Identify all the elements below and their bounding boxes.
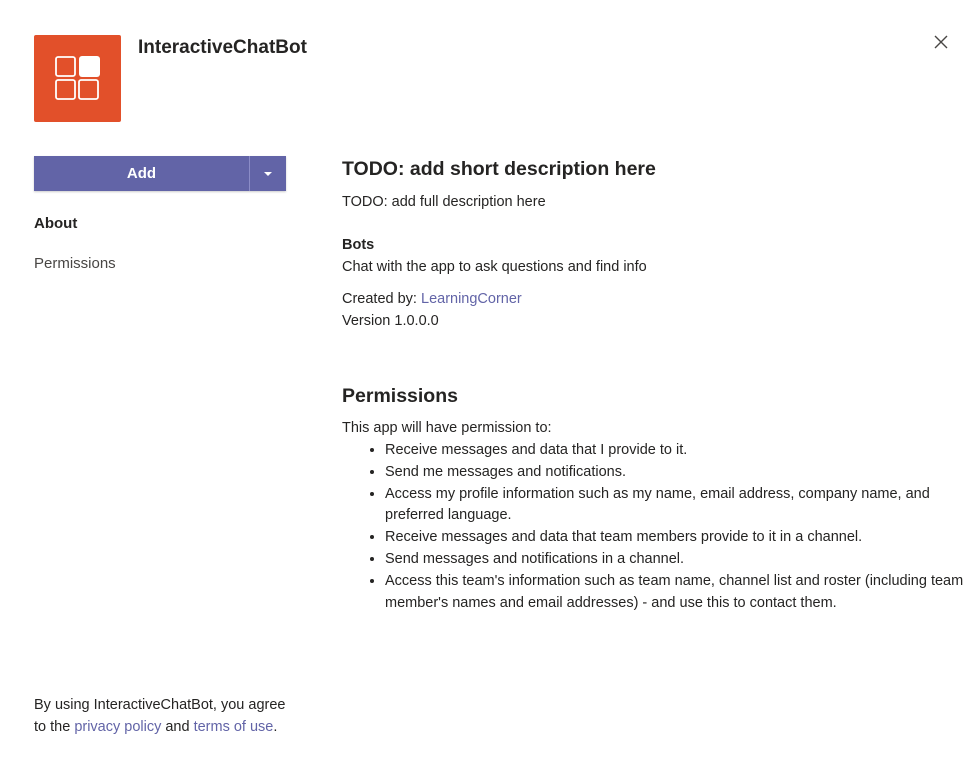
nav-permissions[interactable]: Permissions [34, 255, 116, 272]
add-button-group [34, 156, 286, 191]
version-info: Version 1.0.0.0 [342, 313, 439, 329]
short-description: TODO: add short description here [342, 158, 656, 180]
permission-item: • Access my profile information such as my name, email address, company name, and preferred language. [385, 484, 974, 528]
full-description: TODO: add full description here [342, 194, 546, 210]
permission-item: • Send messages and notifications in a channel. [385, 549, 974, 571]
developer-link[interactable]: LearningCorner [421, 291, 522, 307]
footer-prefix: By using InteractiveChatBot, you agree to the [34, 697, 286, 735]
permissions-list [342, 440, 974, 614]
close-icon [934, 35, 948, 49]
created-by [342, 291, 522, 307]
permissions-heading: Permissions [342, 385, 458, 407]
nav-about[interactable]: About [34, 215, 78, 232]
add-options-dropdown[interactable] [250, 156, 286, 191]
privacy-policy-link[interactable]: privacy policy [74, 719, 162, 735]
app-title: InteractiveChatBot [138, 37, 307, 58]
permissions-intro: This app will have permission to: [342, 420, 552, 436]
permission-item: • Send me messages and notifications. [385, 462, 974, 484]
terms-of-use-link[interactable]: terms of use [193, 719, 274, 735]
apps-grid-icon [55, 56, 100, 101]
permission-item: • Access this team's information such as team name, channel list and roster (including team member's names and email addresses) - and use this to contact them. [385, 571, 974, 615]
capability-description: Chat with the app to ask questions and find info [342, 259, 647, 275]
chevron-down-icon [263, 171, 273, 177]
permission-item: • Receive messages and data that I provide to it. [385, 440, 974, 462]
close-button[interactable] [930, 31, 952, 53]
capability-heading: Bots [342, 237, 375, 253]
permission-item: • Receive messages and data that team members provide to it in a channel. [385, 527, 974, 549]
terms-footer [34, 694, 294, 738]
add-button[interactable]: Add [34, 156, 249, 191]
footer-and: and [161, 719, 194, 735]
app-icon [34, 35, 121, 122]
created-by-label: Created by: [342, 291, 421, 307]
footer-suffix: . [273, 719, 278, 735]
